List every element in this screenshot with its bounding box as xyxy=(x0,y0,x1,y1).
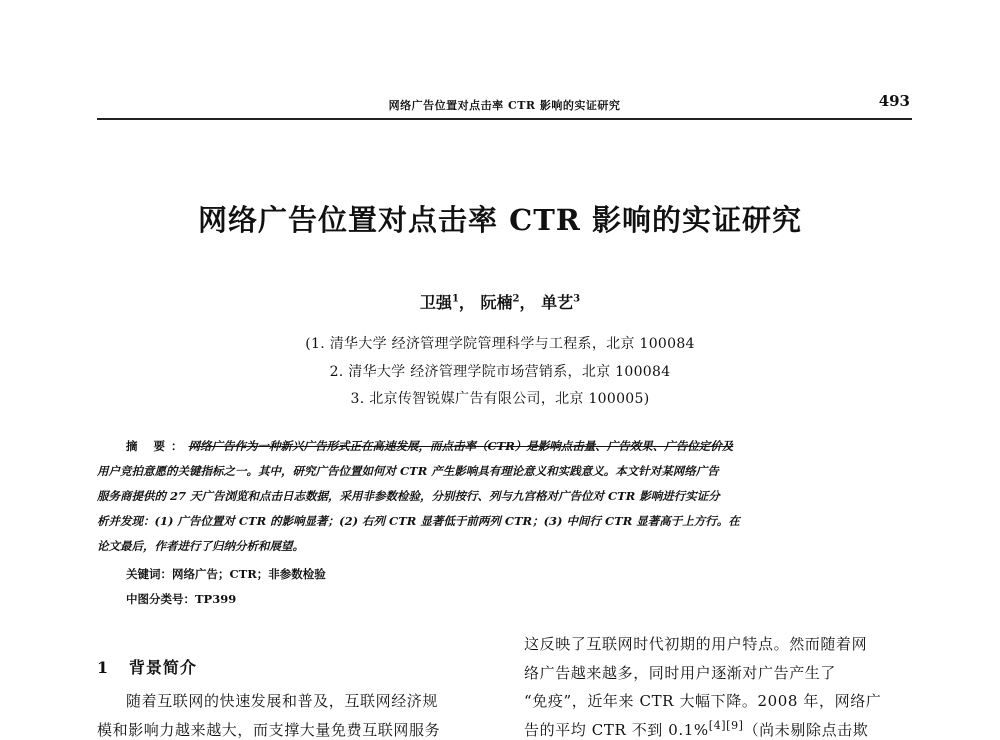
keywords xyxy=(126,566,326,582)
author-name: 阮楠 xyxy=(480,293,513,312)
affiliation-line: 3. 北京传智锐媒广告有限公司，北京 100005) xyxy=(350,391,650,407)
body-text-segment: （尚未剔除点击欺 xyxy=(743,721,869,739)
running-header xyxy=(97,92,912,120)
paper-title: 网络广告位置对点击率 CTR 影响的实证研究 xyxy=(198,203,802,237)
section-title: 背景简介 xyxy=(128,658,197,677)
affiliation-line: 2. 清华大学 经济管理学院市场营销系，北京 100084 xyxy=(329,364,671,380)
classification-value: TP399 xyxy=(195,592,237,606)
body-text-segment: 告的平均 CTR 不到 0.1% xyxy=(524,721,709,739)
abstract-label: 摘 要： xyxy=(126,439,189,453)
abstract-line: 论文最后，作者进行了归纳分析和展望。 xyxy=(97,539,304,553)
section-number: 1 xyxy=(97,658,110,677)
body-paragraph-line xyxy=(524,719,868,740)
author-list xyxy=(0,290,1000,313)
keywords-label: 关键词： xyxy=(126,567,172,581)
author-separator: ， xyxy=(519,293,536,312)
citation-refs: [4][9] xyxy=(708,719,744,732)
author-name: 单艺 xyxy=(541,293,574,312)
body-paragraph-line: 络广告越来越多，同时用户逐渐对广告产生了 xyxy=(524,664,837,682)
classification-number xyxy=(126,591,236,607)
author-affiliation-mark: 1 xyxy=(451,293,459,305)
keywords-value: 网络广告；CTR；非参数检验 xyxy=(172,567,326,581)
body-paragraph-line: 随着互联网的快速发展和普及，互联网经济规 xyxy=(126,692,439,710)
abstract-line: 服务商提供的 27 天广告浏览和点击日志数据，采用非参数检验，分别按行、列与九宫格对广告位对 CTR 影响进行实证分 xyxy=(97,489,720,503)
page-number: 493 xyxy=(878,92,910,110)
abstract-line xyxy=(126,441,956,453)
author-separator: ， xyxy=(458,293,475,312)
abstract-text: 网络广告作为一种新兴广告形式正在高速发展，而点击率（CTR）是影响点击量、广告效果、广告位定价及 xyxy=(188,439,734,453)
author-affiliation-mark: 2 xyxy=(512,293,520,305)
affiliation-line: (1. 清华大学 经济管理学院管理科学与工程系，北京 100084 xyxy=(305,336,695,352)
body-paragraph-line: 这反映了互联网时代初期的用户特点。然而随着网 xyxy=(524,635,868,653)
author-name: 卫强 xyxy=(419,293,452,312)
running-title: 网络广告位置对点击率 CTR 影响的实证研究 xyxy=(388,99,621,112)
abstract-line: 析并发现：(1) 广告位置对 CTR 的影响显著；(2) 右列 CTR 显著低于前两列 CTR；(3) 中间行 CTR 显著高于上方行。在 xyxy=(97,514,740,528)
section-heading xyxy=(97,655,197,678)
body-paragraph-line: 模和影响力越来越大，而支撑大量免费互联网服务 xyxy=(97,721,441,739)
author-affiliation-mark: 3 xyxy=(573,293,581,305)
body-paragraph-line: “免疫”，近年来 CTR 大幅下降。2008 年，网络广 xyxy=(524,692,882,710)
abstract-line: 用户竞拍意愿的关键指标之一。其中，研究广告位置如何对 CTR 产生影响具有理论意义和实践意义。本文针对某网络广告 xyxy=(97,464,719,478)
classification-label: 中图分类号： xyxy=(126,592,195,606)
